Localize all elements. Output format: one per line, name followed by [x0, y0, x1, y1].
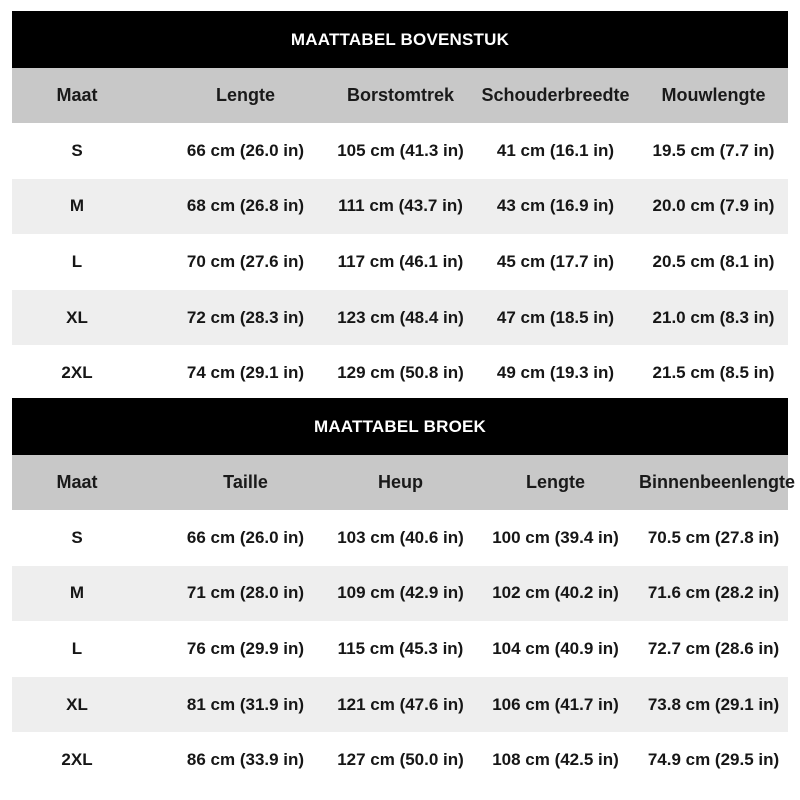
measurement-cell: 70.5 cm (27.8 in) [647, 527, 780, 547]
measurement-cell: 105 cm (41.3 in) [337, 140, 464, 160]
measurement-cell: 20.5 cm (8.1 in) [652, 251, 775, 271]
size-chart-tops [12, 11, 788, 401]
measurement-cell: 129 cm (50.8 in) [337, 363, 464, 383]
column-header-inseam: Binnenbeenlengte [639, 472, 796, 492]
measurement-cell: 102 cm (40.2 in) [492, 583, 619, 603]
table-row [12, 621, 788, 677]
measurement-cell: 49 cm (19.3 in) [496, 363, 615, 383]
measurement-cell: 104 cm (40.9 in) [492, 638, 619, 658]
chart-title-pants: MAATTABEL BROEK [12, 398, 788, 455]
header-row-pants [12, 455, 796, 510]
measurement-cell: 20.0 cm (7.9 in) [652, 196, 775, 216]
table-row [12, 290, 788, 346]
size-label: XL [66, 307, 88, 327]
rows-pants [12, 510, 788, 788]
measurement-cell: 45 cm (17.7 in) [496, 251, 615, 271]
size-label: M [69, 196, 85, 216]
table-row [12, 234, 788, 290]
size-label: S [71, 527, 83, 547]
measurement-cell: 74.9 cm (29.5 in) [647, 750, 780, 770]
column-header-length: Lengte [525, 472, 585, 492]
table-row [12, 345, 788, 401]
measurement-cell: 21.0 cm (8.3 in) [652, 307, 775, 327]
measurement-cell: 41 cm (16.1 in) [496, 140, 615, 160]
measurement-cell: 115 cm (45.3 in) [337, 638, 464, 658]
column-header-chest: Borstomtrek [346, 85, 455, 105]
measurement-cell: 109 cm (42.9 in) [337, 583, 464, 603]
measurement-cell: 72 cm (28.3 in) [186, 307, 305, 327]
table-row [12, 677, 788, 733]
column-header-length: Lengte [215, 85, 275, 105]
column-header-size: Maat [56, 85, 98, 105]
measurement-cell: 111 cm (43.7 in) [338, 196, 463, 216]
chart-title-tops: MAATTABEL BOVENSTUK [12, 11, 788, 68]
measurement-cell: 108 cm (42.5 in) [492, 750, 619, 770]
table-row [12, 123, 788, 179]
measurement-cell: 66 cm (26.0 in) [186, 527, 305, 547]
measurement-cell: 74 cm (29.1 in) [186, 363, 305, 383]
measurement-cell: 70 cm (27.6 in) [186, 251, 305, 271]
size-label: L [71, 251, 83, 271]
size-label: S [71, 140, 83, 160]
column-header-size: Maat [56, 472, 98, 492]
column-header-shoulder-width: Schouderbreedte [481, 85, 630, 105]
rows-tops [12, 123, 788, 401]
measurement-cell: 68 cm (26.8 in) [186, 196, 305, 216]
measurement-cell: 121 cm (47.6 in) [337, 694, 464, 714]
size-label: 2XL [61, 750, 93, 770]
measurement-cell: 86 cm (33.9 in) [186, 750, 305, 770]
measurement-cell: 81 cm (31.9 in) [186, 694, 305, 714]
measurement-cell: 76 cm (29.9 in) [186, 638, 305, 658]
measurement-cell: 117 cm (46.1 in) [337, 251, 464, 271]
measurement-cell: 21.5 cm (8.5 in) [652, 363, 775, 383]
measurement-cell: 47 cm (18.5 in) [496, 307, 615, 327]
column-header-hip: Heup [378, 472, 423, 492]
header-row-tops [12, 68, 788, 123]
measurement-cell: 127 cm (50.0 in) [337, 750, 464, 770]
size-label: L [71, 638, 83, 658]
measurement-cell: 43 cm (16.9 in) [496, 196, 615, 216]
size-label: 2XL [61, 363, 93, 383]
table-row [12, 732, 788, 788]
measurement-cell: 73.8 cm (29.1 in) [647, 694, 780, 714]
measurement-cell: 72.7 cm (28.6 in) [647, 638, 780, 658]
measurement-cell: 71.6 cm (28.2 in) [647, 583, 780, 603]
table-row [12, 510, 788, 566]
measurement-cell: 103 cm (40.6 in) [337, 527, 464, 547]
measurement-cell: 19.5 cm (7.7 in) [652, 140, 775, 160]
measurement-cell: 66 cm (26.0 in) [186, 140, 305, 160]
table-row [12, 179, 788, 235]
measurement-cell: 123 cm (48.4 in) [337, 307, 464, 327]
measurement-cell: 106 cm (41.7 in) [492, 694, 619, 714]
column-header-waist: Taille [223, 472, 268, 492]
size-label: M [69, 583, 85, 603]
size-chart-pants [12, 398, 796, 788]
measurement-cell: 100 cm (39.4 in) [492, 527, 619, 547]
column-header-sleeve-length: Mouwlengte [661, 85, 766, 105]
size-label: XL [66, 694, 88, 714]
table-row [12, 566, 788, 622]
measurement-cell: 71 cm (28.0 in) [186, 583, 305, 603]
